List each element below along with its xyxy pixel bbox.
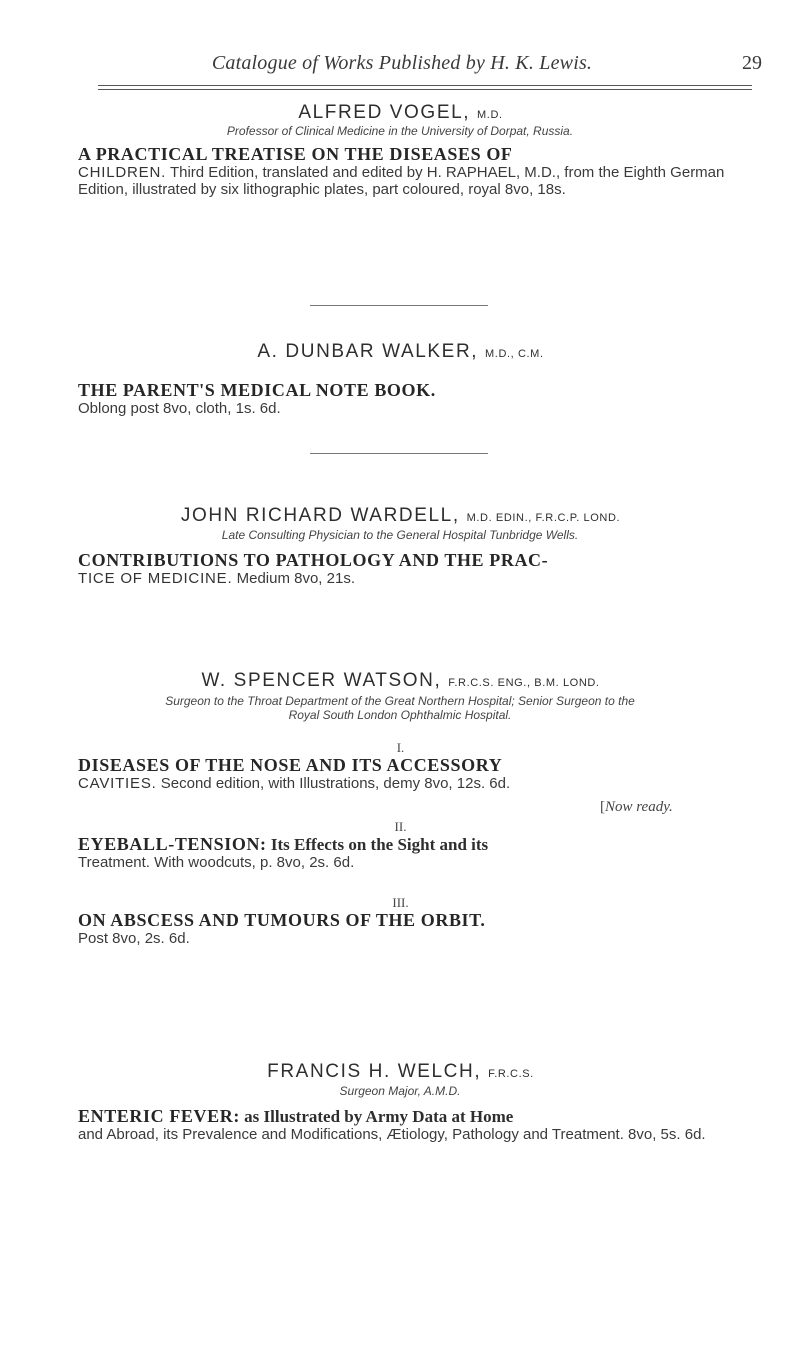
- author-degrees: F.R.C.S.: [488, 1068, 534, 1080]
- author-name: W. SPENCER WATSON,: [201, 670, 442, 691]
- section-separator: [310, 305, 488, 306]
- author-walker: [0, 341, 801, 363]
- author-name: JOHN RICHARD WARDELL,: [180, 505, 460, 526]
- book-title: ENTERIC FEVER:: [78, 1106, 240, 1126]
- book-entry: [78, 382, 730, 417]
- author-name: ALFRED VOGEL,: [298, 102, 471, 123]
- book-entry: [78, 1108, 730, 1143]
- page-number: 29: [742, 52, 762, 74]
- author-degrees: M.D.: [477, 109, 503, 121]
- availability-note: [Now ready.: [600, 799, 673, 815]
- book-title: A PRACTICAL TREATISE ON THE DISEASES OF: [78, 144, 513, 164]
- author-description: Surgeon Major, A.M.D.: [339, 1084, 461, 1098]
- book-title-continued: CHILDREN.: [78, 164, 167, 181]
- author-watson: [0, 670, 801, 692]
- book-title: DISEASES OF THE NOSE AND ITS ACCESSORY: [78, 755, 503, 775]
- author-vogel: [0, 102, 801, 124]
- book-entry: [78, 757, 730, 792]
- book-details: and Abroad, its Prevalence and Modifications, Ætiology, Pathology and Treatment. 8vo, 5s. 6d.: [78, 1126, 706, 1143]
- book-details: Post 8vo, 2s. 6d.: [78, 930, 190, 947]
- book-title: CONTRIBUTIONS TO PATHOLOGY AND THE PRAC-: [78, 550, 549, 570]
- book-details: Second edition, with Illustrations, demy 8vo, 12s. 6d.: [156, 775, 511, 792]
- running-title: Catalogue of Works Published by H. K. Lewis.: [211, 52, 593, 74]
- author-degrees: M.D., C.M.: [485, 348, 544, 360]
- book-title: ON ABSCESS AND TUMOURS OF THE ORBIT.: [78, 910, 486, 930]
- author-description: Professor of Clinical Medicine in the University of Dorpat, Russia.: [226, 124, 574, 138]
- section-separator: [310, 453, 488, 454]
- author-name: FRANCIS H. WELCH,: [267, 1061, 482, 1082]
- book-entry: [78, 552, 730, 587]
- book-entry: [78, 146, 730, 198]
- author-degrees: F.R.C.S. ENG., B.M. LOND.: [448, 677, 600, 689]
- author-degrees: M.D. EDIN., F.R.C.P. LOND.: [466, 512, 621, 524]
- author-description: [60, 694, 740, 722]
- book-title-tail: Its Effects on the Sight and its: [266, 835, 489, 854]
- book-title-continued: CAVITIES.: [78, 775, 157, 792]
- book-details: Medium 8vo, 21s.: [232, 570, 355, 587]
- book-title-continued: TICE OF MEDICINE.: [78, 570, 233, 587]
- book-title-tail: as Illustrated by Army Data at Home: [239, 1107, 514, 1126]
- description-line-2: Royal South London Ophthalmic Hospital.: [288, 708, 512, 722]
- author-wardell: [0, 505, 801, 527]
- book-details: Treatment. With woodcuts, p. 8vo, 2s. 6d.: [78, 854, 355, 871]
- entry-numeral: III.: [392, 895, 409, 910]
- availability-text: Now ready.: [605, 799, 673, 815]
- author-description: Late Consulting Physician to the General Hospital Tunbridge Wells.: [221, 528, 579, 542]
- description-line-1: Surgeon to the Throat Department of the Great Northern Hospital; Senior Surgeon to the: [165, 694, 635, 708]
- book-title: THE PARENT'S MEDICAL NOTE BOOK.: [78, 380, 436, 400]
- header-rule-top: [98, 85, 752, 86]
- book-details: Third Edition, translated and edited by H. RAPHAEL, M.D., from the Eighth German Edition, illustrated by six lithographic plates, part coloured, royal 8vo, 18s.: [78, 164, 725, 198]
- entry-numeral: I.: [396, 740, 405, 755]
- book-entry: [78, 836, 730, 871]
- book-details: Oblong post 8vo, cloth, 1s. 6d.: [78, 400, 281, 417]
- book-entry: [78, 912, 730, 947]
- header-rule-bottom: [98, 89, 752, 90]
- entry-numeral: II.: [394, 819, 407, 834]
- author-welch: [0, 1061, 801, 1083]
- author-name: A. DUNBAR WALKER,: [257, 341, 479, 362]
- book-title: EYEBALL-TENSION:: [78, 834, 267, 854]
